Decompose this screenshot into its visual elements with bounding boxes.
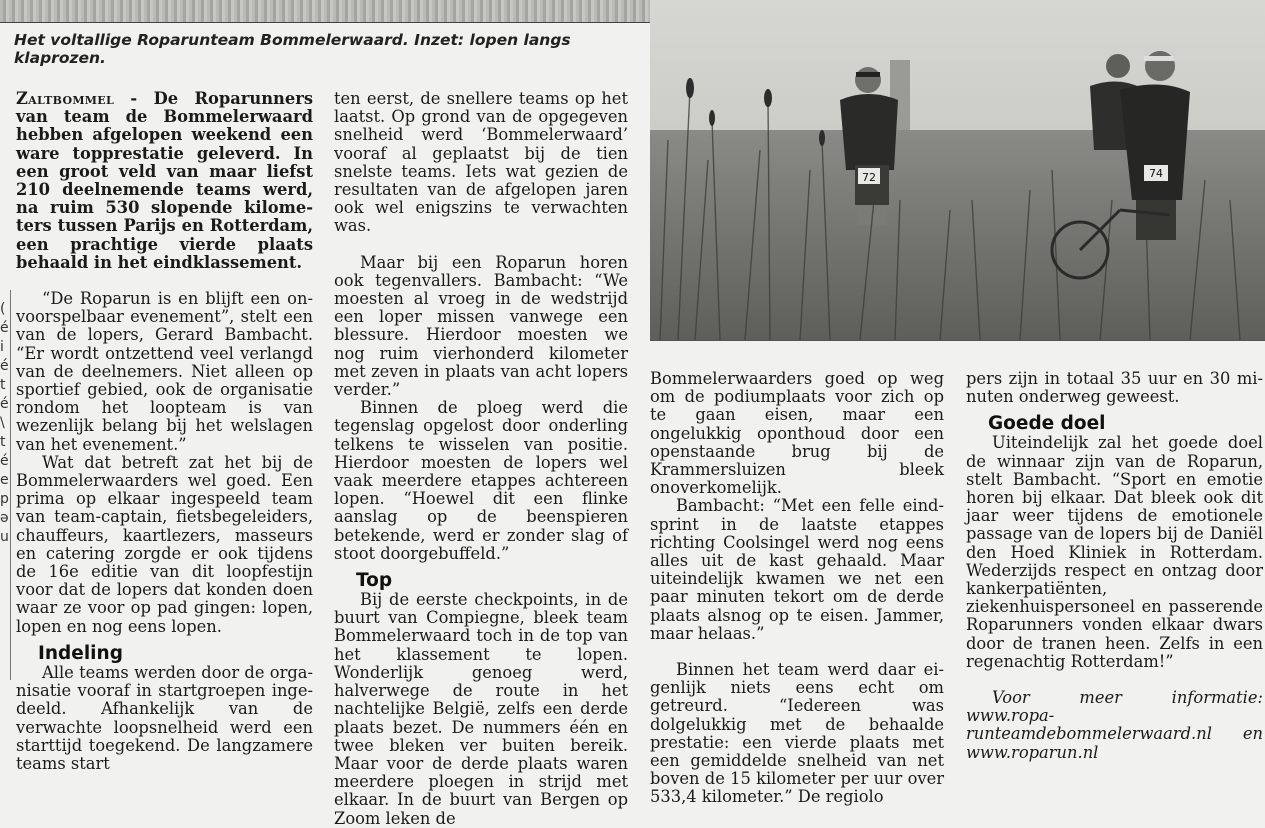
paragraph: Binnen de ploeg werd die tegenslag opgelost door onderling telkens te wisselen van positie. Hierdoor moesten de lopers wel vaak meerdere etappes achtereen lopen. “Hoewel dit een flinke aanslag op de beenspieren betekende, werd er zonder slag of stoot doorgebuffeld.” [334, 398, 628, 563]
paragraph: Wat dat betreft zat het bij de Bommelerwaarders wel goed. Een prima op elkaar ingespeeld team van team-captain, fietsbegeleiders, chauffeurs, kaartlezers, masseurs en catering zorgde er ook tijdens de 16e editie van dit loopfestijn voor dat de lopers dat konden doen waar ze voor op pad gingen: lopen, lopen en nog eens lopen. [16, 452, 313, 636]
edge-letter: ( [0, 301, 6, 317]
edge-letter: e [0, 472, 9, 488]
article-column-1 [16, 90, 313, 773]
edge-letter: \ [0, 415, 5, 431]
edge-letter: é [0, 453, 9, 469]
edge-letter: é [0, 358, 9, 374]
subheading-top: Top [356, 570, 393, 592]
article-column-2 [334, 90, 628, 828]
top-photo-strip [0, 0, 650, 23]
lead-text: - De Roparunners van team de Bommelerwaard hebben afgelopen weekend een ware topprestatie geleverd. In een groot veld van maar liefst 210 deelnemende teams werd, na ruim 530 slopende kilometers tussen Parijs en Rotterdam, een prachtige vierde plaats behaald in het eindklassement. [16, 89, 313, 272]
paragraph: Maar bij een Roparun horen ook tegenvallers. Bambacht: “We moesten al vroeg in de wedstrijd een loper missen vanwege een blessure. Hierdoor moesten we nog ruim vierhonderd kilometer met zeven in plaats van acht lopers verder.” [334, 252, 628, 400]
paragraph: Bambacht: “Met een felle eindsprint in de laatste etappes richting Coolsingel werd nog eens alles uit de kast gehaald. Maar uiteindelijk kwamen we net een paar minuten tekort om de derde plaats alsnog op te eisen. Jammer, maar helaas.” [650, 496, 944, 643]
edge-letter: t [0, 434, 6, 450]
paragraph: Alle teams werden door de organisatie vooraf in startgroepen ingedeeld. Afhankelijk van de verwachte loopsnelheid werd een starttijd toegekend. De langzamere teams start [16, 662, 313, 773]
paragraph: Bommelerwaarders goed op weg om de podiumplaats voor zich op te gaan eisen, maar een ongelukkig oponthoud door een openstaande brug bij de Krammersluizen bleek onoverkomelijk. [650, 369, 944, 498]
edge-letter: t [0, 377, 6, 393]
subheading-goede-doel: Goede doel [988, 413, 1106, 435]
left-edge-letters [0, 300, 10, 547]
edge-letter: ə [0, 510, 9, 526]
more-info-links: Voor meer informatie: www.roparunteamdebommelerwaard.nl en www.roparun.nl [966, 688, 1263, 762]
bib-number-two: 74 [1149, 167, 1163, 180]
edge-letter: p [0, 491, 9, 507]
edge-letter: u [0, 529, 9, 545]
paragraph: Uiteindelijk zal het goede doel de winnaar zijn van de Roparun, stelt Bambacht. “Sport en emotie horen bij elkaar. Dat bleek ook dit jaar weer tijdens de emotionele passage van de lopers bij de Daniël den Hoed Kliniek in Rotterdam. Wederzijds respect en ontzag door kankerpatiënten, ziekenhuispersoneel en passerende Roparunners vonden elkaar dwars door de tranen heen. Zelfs in een regenachtig Rotterdam!” [966, 433, 1263, 671]
bib-number-one: 72 [862, 171, 876, 184]
edge-letter: é [0, 320, 9, 336]
left-margin-rule [10, 290, 11, 680]
runners-photo-illustration [650, 0, 1265, 340]
paragraph: “De Roparun is en blijft een onvoorspelbaar evenement”, stelt een van de lopers, Gerard Bambacht. “Er wordt ontzettend veel verlangd van de deelnemers. Niet alleen op sportief gebied, ook de organisatie rondom het loopteam is van wezenlijk belang bij het welslagen van het evenement.” [16, 289, 313, 454]
subheading-indeling: Indeling [38, 642, 123, 664]
edge-letter: é [0, 396, 9, 412]
dateline: Zaltbommel [16, 89, 114, 108]
paragraph: ten eerst, de snellere teams op het laatst. Op grond van de opgegeven snelheid werd ‘Bommelerwaard’ vooraf al geplaatst bij de tien snelste teams. Iets wat gezien de resultaten van de afgelopen jaren ook wel enigszins te verwachten was. [334, 89, 628, 236]
paragraph: Binnen het team werd daar eigenlijk niets eens echt om getreurd. “Iedereen was dolgelukkig met de behaalde prestatie: een vierde plaats met een gemiddelde snelheid van net boven de 15 kilometer per uur over 533,4 kilometer.” De regiolo [650, 660, 944, 807]
paragraph: pers zijn in totaal 35 uur en 30 minuten onderweg geweest. [966, 369, 1263, 407]
lead-paragraph [16, 90, 313, 272]
article-column-3 [650, 370, 944, 807]
paragraph: Bij de eerste checkpoints, in de buurt van Compiegne, bleek team Bommelerwaard toch in de top van het klassement te lopen. Wonderlijk genoeg werd, halverwege de route in het nachtelijke België, zelfs een derde plaats bezet. De nummers één en twee bleken ver buiten bereik. Maar voor de derde plaats waren meerdere ploegen in strijd met elkaar. In de buurt van Bergen op Zoom leken de [334, 590, 628, 828]
photo-caption: Het voltallige Roparunteam Bommelerwaard. Inzet: lopen langs klaprozen. [14, 31, 571, 67]
edge-letter: i [0, 339, 4, 355]
article-column-4 [966, 370, 1263, 762]
runners-photo [650, 0, 1265, 341]
